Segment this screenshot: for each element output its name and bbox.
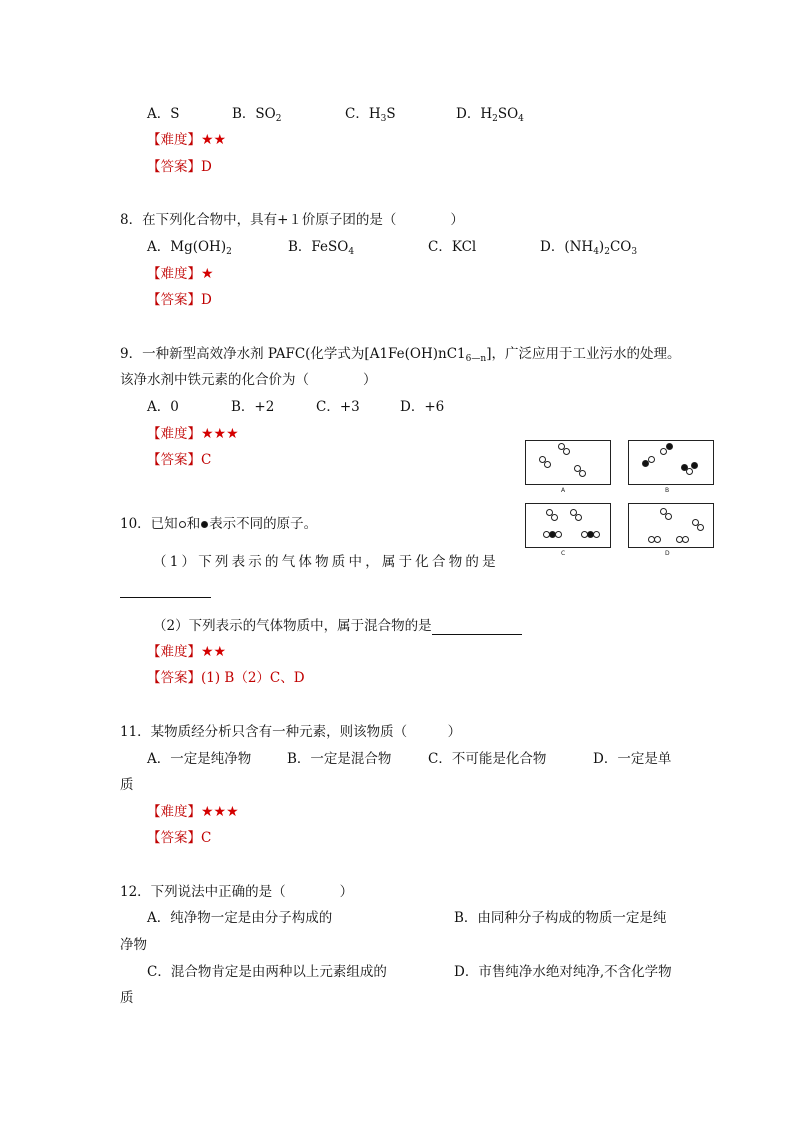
diagram-a <box>525 440 611 485</box>
q7-option-a: A．S <box>147 106 180 122</box>
white-atom <box>682 536 689 543</box>
q10-stem: 10．已知 和 表示不同的原子。 <box>120 516 318 532</box>
white-atom <box>555 531 562 538</box>
q8-option-d: D．$(NH_4)_2CO_3$ <box>540 239 638 257</box>
q8-option-c: C．KCl <box>428 239 477 255</box>
q9-stem: 9．一种新型高效净水剂 PAFC(化学式为$[A1Fe(OH)nC1_{6—n}]$，广泛应用于工业污水的处理。 <box>120 346 681 364</box>
white-atom-icon <box>179 521 186 528</box>
q10-sub1-blank[interactable] <box>120 583 211 598</box>
q8-option-a: A．$Mg(OH)_2$ <box>147 239 232 257</box>
white-atom <box>544 461 551 468</box>
diagram-b-label: B <box>665 487 670 494</box>
diagram-c <box>525 503 611 548</box>
q12-option-a: A．纯净物一定是由分子构成的 <box>147 910 333 926</box>
q10-sub2-blank[interactable] <box>432 620 522 635</box>
q7-answer: 【答案】D <box>147 159 212 175</box>
white-atom <box>648 456 655 463</box>
q9-option-d: D．+6 <box>400 399 445 415</box>
dark-atom <box>666 443 673 450</box>
q9-difficulty: 【难度】★★★ <box>147 426 239 442</box>
white-atom <box>654 536 661 543</box>
dark-atom <box>691 462 698 469</box>
q12-option-d: D．市售纯净水绝对纯净,不含化学物 <box>454 964 672 980</box>
q11-option-a: A．一定是纯净物 <box>147 751 252 767</box>
diagram-d-label: D <box>665 550 670 557</box>
q12-wrap-d: 质 <box>120 990 134 1006</box>
q10-sub1: （1）下列表示的气体物质中，属于化合物的是 <box>153 554 499 570</box>
white-atom <box>697 524 704 531</box>
white-atom <box>660 448 667 455</box>
white-atom <box>551 514 558 521</box>
q10-sub2: （2）下列表示的气体物质中，属于混合物的是 <box>153 617 522 635</box>
q7-option-b: B．$SO_2$ <box>232 106 282 124</box>
q9-option-c: C．+3 <box>316 399 360 415</box>
white-atom <box>593 531 600 538</box>
q7-option-d: D．$H_2SO_4$ <box>456 106 524 124</box>
q9-stem-line2: 该净水剂中铁元素的化合价为（ ） <box>120 372 377 388</box>
q11-difficulty: 【难度】★★★ <box>147 804 239 820</box>
q8-option-b: B．FeSO$_4$ <box>288 239 355 257</box>
q11-wrap: 质 <box>120 777 134 793</box>
dark-atom-icon <box>201 521 208 528</box>
white-atom <box>579 470 586 477</box>
q12-wrap-b: 净物 <box>120 937 147 953</box>
q7-option-c: C．$H_3S$ <box>345 106 396 124</box>
q12-option-c: C．混合物肯定是由两种以上元素组成的 <box>147 964 387 980</box>
q7-difficulty: 【难度】★★ <box>147 132 227 148</box>
q9-option-b: B．+2 <box>231 399 275 415</box>
white-atom <box>686 468 693 475</box>
q12-stem: 12．下列说法中正确的是（ ） <box>120 884 354 900</box>
white-atom <box>665 513 672 520</box>
diagram-c-label: C <box>561 550 566 557</box>
q8-difficulty: 【难度】★ <box>147 266 214 282</box>
diagram-b <box>628 440 714 485</box>
q11-option-b: B．一定是混合物 <box>287 751 392 767</box>
q11-option-d: D．一定是单 <box>593 751 672 767</box>
diagram-a-label: A <box>561 487 566 494</box>
q11-option-c: C．不可能是化合物 <box>428 751 547 767</box>
white-atom <box>575 514 582 521</box>
q11-answer: 【答案】C <box>147 830 212 846</box>
q9-answer: 【答案】C <box>147 452 212 468</box>
q9-option-a: A．0 <box>147 399 179 415</box>
q12-option-b: B．由同种分子构成的物质一定是纯 <box>454 910 667 926</box>
q11-stem: 11．某物质经分析只含有一种元素，则该物质（ ） <box>120 724 462 740</box>
diagram-d <box>628 503 714 548</box>
q10-difficulty: 【难度】★★ <box>147 644 227 660</box>
q8-stem: 8．在下列化合物中，具有+１价原子团的是（ ） <box>120 212 464 228</box>
white-atom <box>563 448 570 455</box>
q10-answer: 【答案】(1) B（2）C、D <box>147 670 305 686</box>
q8-answer: 【答案】D <box>147 292 212 308</box>
